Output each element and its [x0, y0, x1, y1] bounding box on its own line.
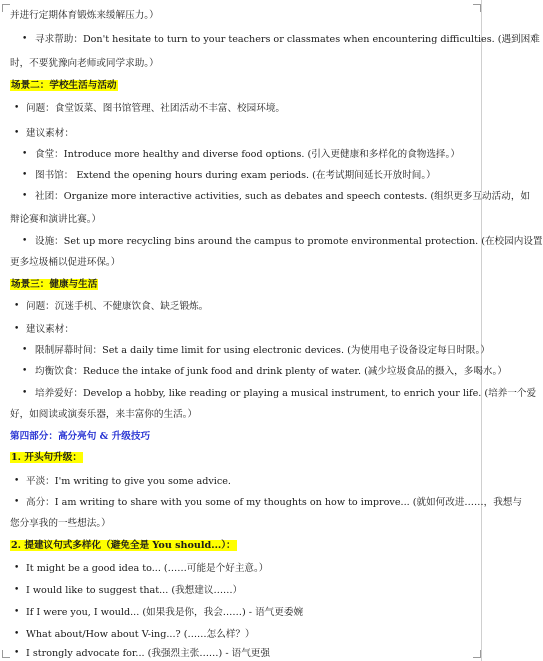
crop-mark-top-right — [473, 4, 481, 12]
text-line: 辩论赛和演讲比赛。） — [10, 214, 102, 225]
text-line: 问题：沉迷手机、不健康饮食、缺乏锻炼。 — [26, 301, 209, 312]
text-line: 社团：Organize more interactive activities, such as debates and speech contests. (组织更多互动活动，如 — [35, 191, 531, 202]
crop-mark-bottom-left — [2, 650, 10, 658]
text-line: 高分：I am writing to share with you some of my thoughts on how to improve... (就如何改进……，我想与 — [26, 497, 522, 508]
bullet-icon: • — [14, 585, 20, 595]
text-line: 问题：食堂饭菜、图书馆管理、社团活动不丰富、校园环境。 — [26, 103, 286, 114]
bullet-icon: • — [14, 103, 20, 113]
crop-mark-bottom-right — [473, 650, 481, 658]
bullet-icon: • — [22, 345, 28, 355]
bullet-icon: • — [22, 149, 28, 159]
text-line: 建议素材： — [26, 324, 74, 335]
text-line: 您分享我的一些想法。） — [10, 518, 111, 529]
text-line: 培养爱好：Develop a hobby, like reading or playing a musical instrument, to enrich your life. (培养一个爱 — [35, 388, 537, 399]
bullet-icon: • — [14, 128, 20, 138]
text-line: 图书馆： Extend the opening hours during exam periods. (在考试期间延长开放时间。） — [35, 170, 436, 181]
bullet-icon: • — [22, 366, 28, 376]
text-line: If I were you, I would... (如果我是你，我会……) - 语气更委婉 — [26, 607, 304, 618]
bullet-icon: • — [22, 191, 28, 201]
text-line: 时，不要犹豫向老师或同学求助。） — [10, 58, 159, 69]
bullet-icon: • — [14, 301, 20, 311]
text-line: 好，如阅读或演奏乐器，来丰富你的生活。） — [10, 409, 198, 420]
section-heading: 场景二：学校生活与活动 — [11, 80, 117, 91]
text-line: It might be a good idea to... (……可能是个好主意。） — [26, 563, 269, 574]
bullet-icon: • — [14, 497, 20, 507]
bullet-icon: • — [14, 607, 20, 617]
bullet-icon: • — [14, 563, 20, 573]
bullet-icon: • — [14, 324, 20, 334]
bullet-icon: • — [14, 476, 20, 486]
text-line: 食堂：Introduce more healthy and diverse food options. (引入更健康和多样化的食物选择。） — [35, 149, 460, 160]
text-line: 并进行定期体育锻炼来缓解压力。） — [10, 10, 159, 21]
text-line: What about/How about V-ing...? (……怎么样？） — [26, 629, 255, 640]
section-heading: 场景三：健康与生活 — [11, 279, 98, 290]
section-heading: 2. 提建议句式多样化（避免全是 You should...）： — [11, 540, 236, 551]
text-line: 限制屏幕时间：Set a daily time limit for using electronic devices. (为使用电子设备设定每日时限。） — [35, 345, 490, 356]
part-heading: 第四部分：高分亮句 & 升级技巧 — [10, 431, 151, 442]
text-line: 更多垃圾桶以促进环保。） — [10, 257, 121, 268]
text-line: 平淡：I'm writing to give you some advice. — [26, 476, 231, 487]
bullet-icon: • — [22, 34, 28, 44]
bullet-icon: • — [22, 170, 28, 180]
bullet-icon: • — [14, 648, 20, 658]
text-line: I strongly advocate for... (我强烈主张……) - 语气更强 — [26, 648, 270, 659]
text-line: 寻求帮助：Don't hesitate to turn to your teachers or classmates when encountering difficulties. (遇到困难 — [35, 34, 540, 45]
text-line: I would like to suggest that... (我想建议……） — [26, 585, 243, 596]
bullet-icon: • — [22, 236, 28, 246]
text-line: 均衡饮食：Reduce the intake of junk food and drink plenty of water. (减少垃圾食品的摄入，多喝水。） — [35, 366, 507, 377]
crop-mark-top-left — [2, 4, 10, 12]
text-line: 建议素材： — [26, 128, 74, 139]
bullet-icon: • — [22, 388, 28, 398]
bullet-icon: • — [14, 629, 20, 639]
section-heading: 1. 开头句升级： — [11, 452, 82, 463]
text-line: 设施：Set up more recycling bins around the campus to promote environmental protection. (在校园内设置 — [35, 236, 543, 247]
